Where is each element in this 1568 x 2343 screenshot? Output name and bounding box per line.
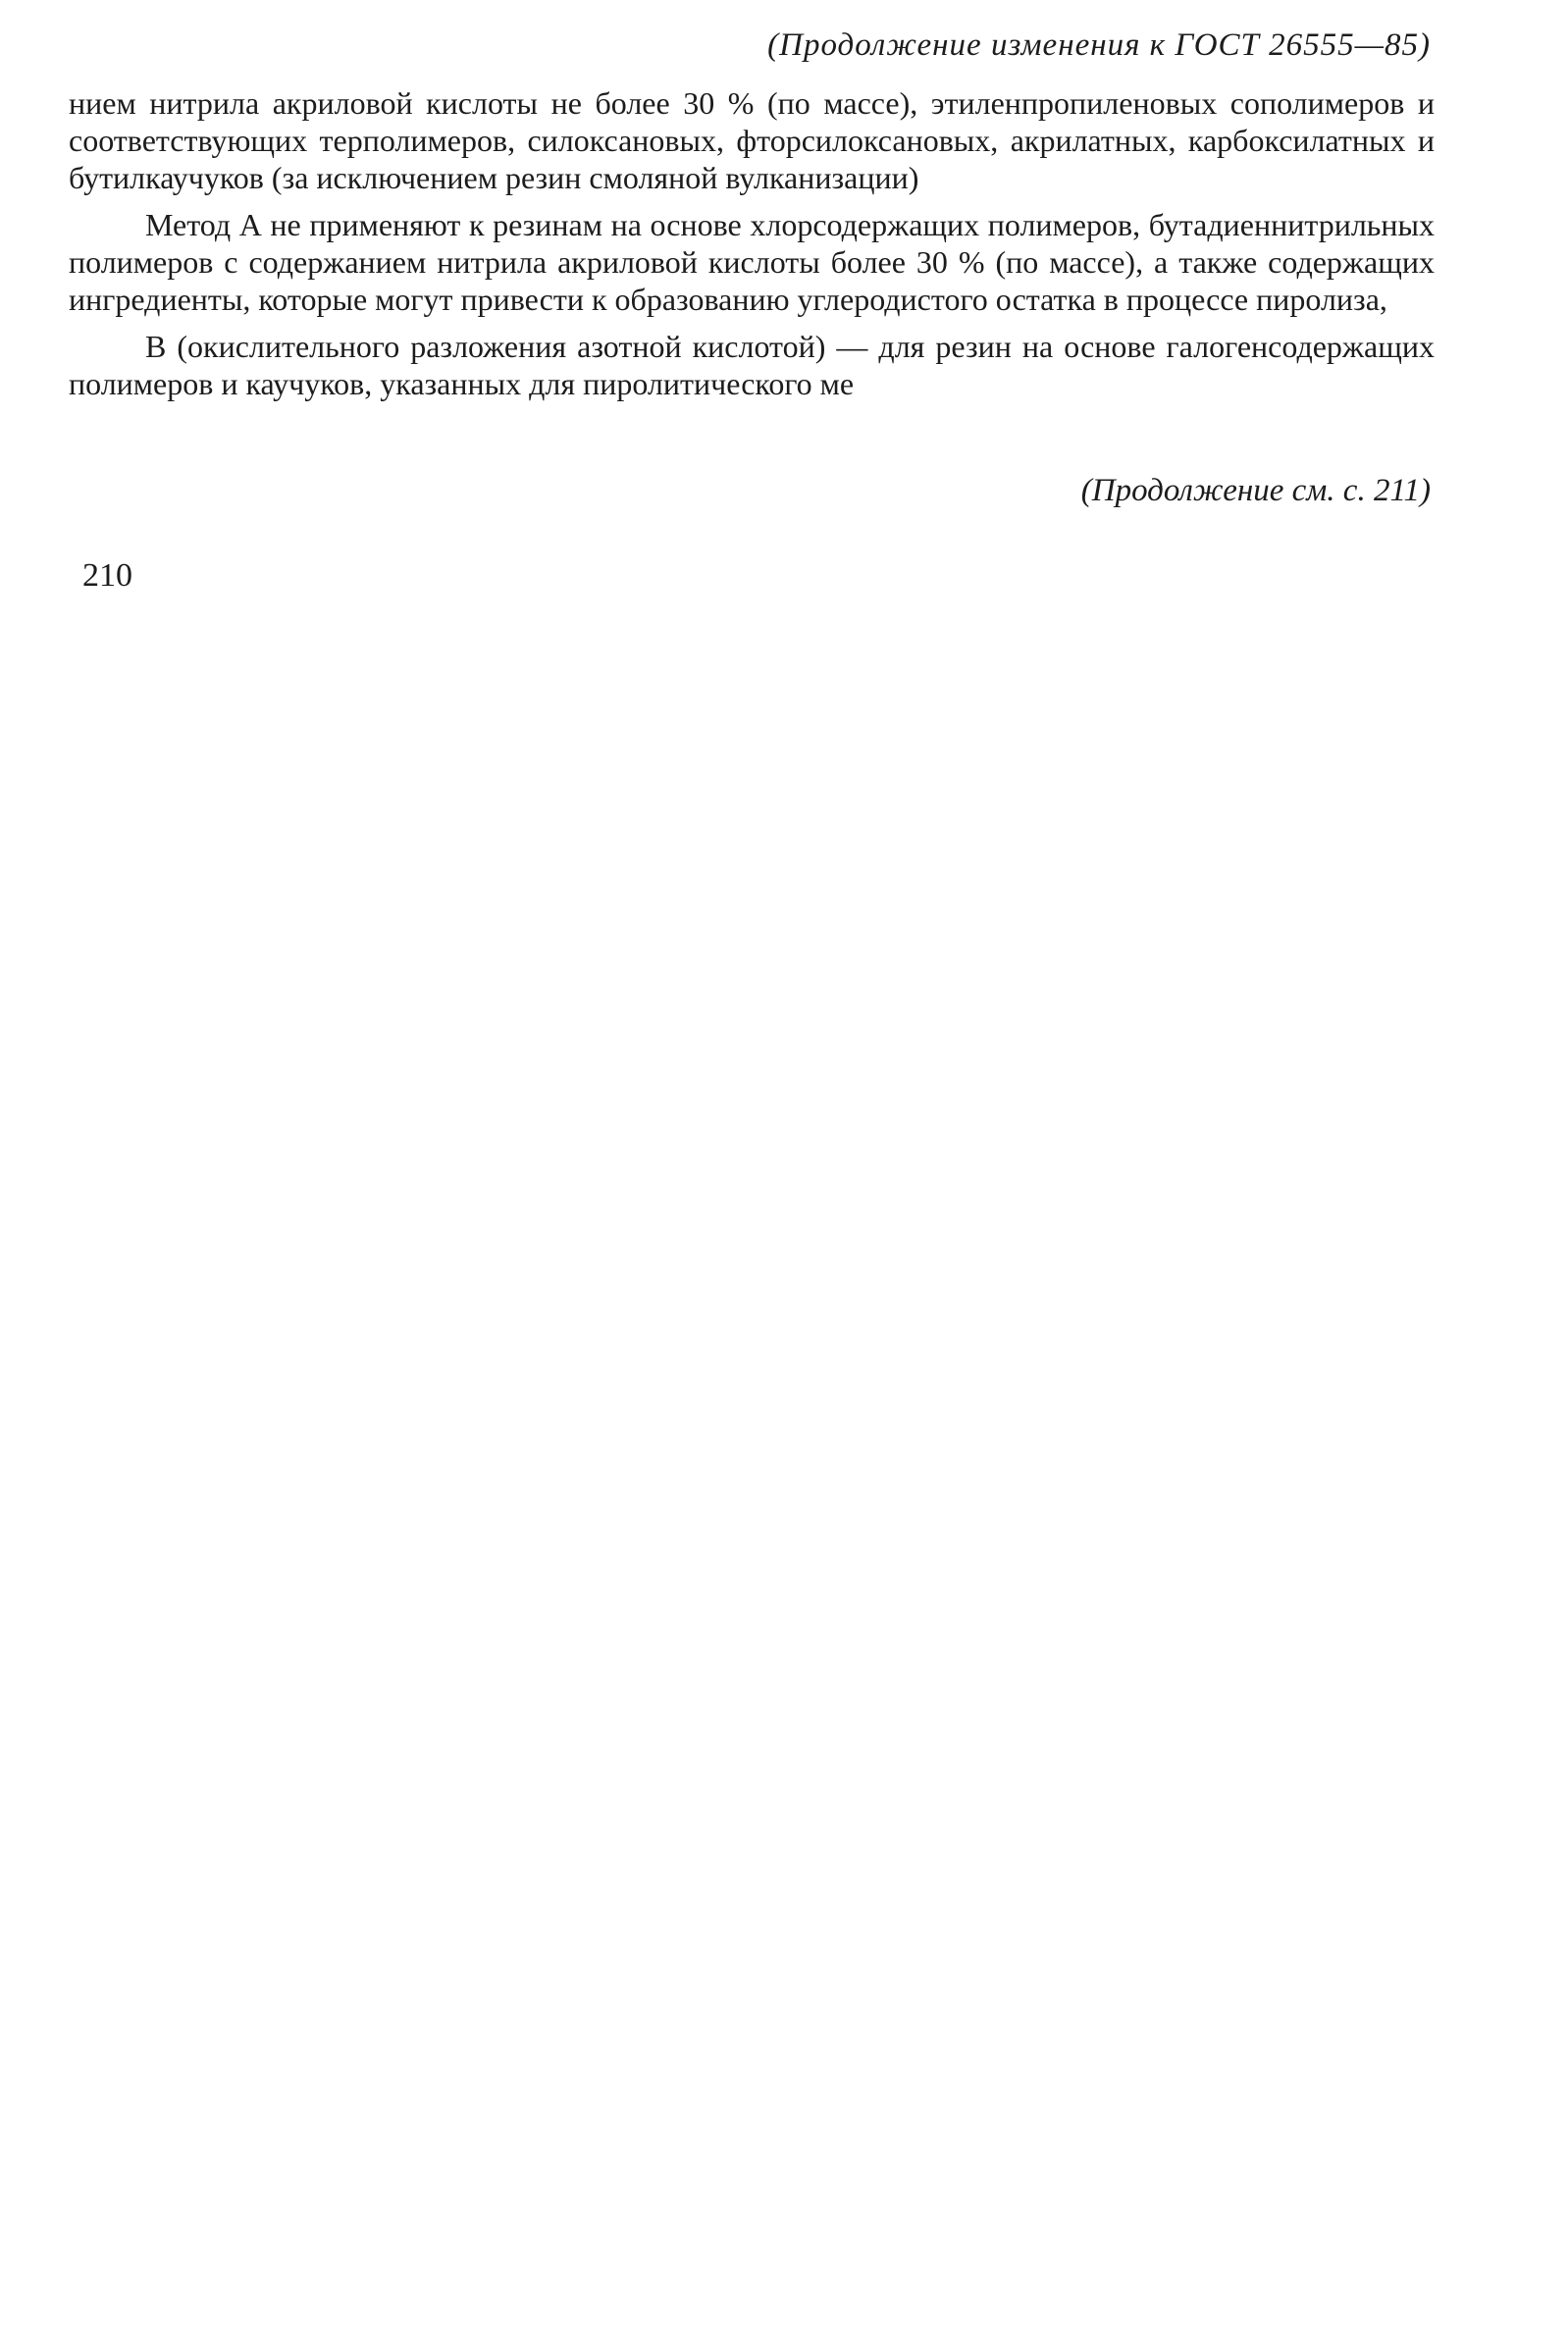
paragraph-continued: нием нитрила акриловой кислоты не более 30 % (по массе), этиленпропиленовых сополимеров и соответствующих терполимеров, силоксановых, фторсилоксановых, акрилатных, карбоксилатных и бутилкаучуков (за исключением резин смоляной вулканизации) <box>69 85 1435 195</box>
continuation-note: (Продолжение см. с. 211) <box>1080 473 1431 508</box>
body-text <box>69 84 1435 412</box>
paragraph-method-b: В (окислительного разложения азотной кислотой) — для резин на основе галогенсодержащих полимеров и каучуков, указанных для пиролитического ме <box>69 329 1435 401</box>
page-number: 210 <box>82 557 132 594</box>
paragraph-method-a: Метод А не применяют к резинам на основе хлорсодержащих полимеров, бутадиеннитрильных полимеров с содержанием нитрила акриловой кислоты более 30 % (по массе), а также содержащих ингредиенты, которые могут привести к образованию углеродистого остатка в процессе пиролиза, <box>69 207 1435 317</box>
running-header: (Продолжение изменения к ГОСТ 26555—85) <box>767 27 1431 63</box>
